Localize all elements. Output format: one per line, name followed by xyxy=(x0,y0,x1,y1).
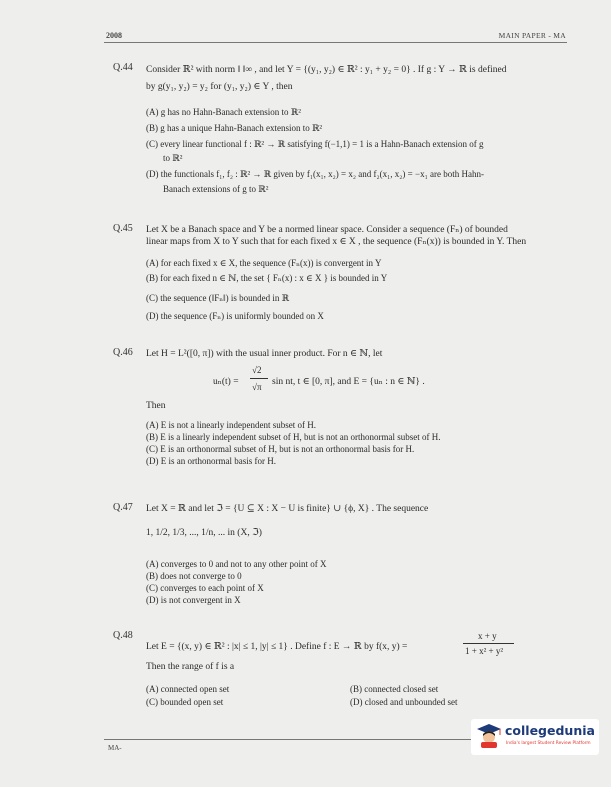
q44-option-b: (B) g has a unique Hahn-Banach extension to ℝ² xyxy=(146,123,323,133)
q48-option-b: (B) connected closed set xyxy=(350,684,439,694)
q44-option-a: (A) g has no Hahn-Banach extension to ℝ² xyxy=(146,107,301,117)
q44-option-d-cont: Banach extensions of g to ℝ² xyxy=(163,184,269,194)
q46-formula-numerator: √2 xyxy=(252,365,262,375)
q46-option-c: (C) E is an orthonormal subset of H, but is not an orthonormal basis for H. xyxy=(146,444,415,454)
header-paper-code: MAIN PAPER - MA xyxy=(498,31,566,40)
q48-option-a: (A) connected open set xyxy=(146,684,230,694)
q47-option-d: (D) is not convergent in X xyxy=(146,595,241,605)
q47-stem: Let X = ℝ and let ℑ = {U ⊆ X : X − U is finite} ∪ {ϕ, X} . The sequence xyxy=(146,504,429,514)
logo-tagline: India's largest Student Review Platform xyxy=(506,741,591,746)
question-number-46: Q.46 xyxy=(113,347,133,358)
q45-option-a: (A) for each fixed x ∈ X, the sequence (Fₙ(x)) is convergent in Y xyxy=(146,258,382,268)
q47-sequence: 1, 1/2, 1/3, ..., 1/n, ... in (X, ℑ) xyxy=(146,528,262,538)
q46-fraction-bar xyxy=(250,378,268,379)
q48-option-d: (D) closed and unbounded set xyxy=(350,697,458,707)
q44-option-c-cont: to ℝ² xyxy=(163,153,183,163)
q45-option-c: (C) the sequence (‖Fₙ‖) is bounded in ℝ xyxy=(146,293,290,303)
q46-formula-denominator: √π xyxy=(252,382,262,392)
q45-option-d: (D) the sequence (Fₙ) is uniformly bounded on X xyxy=(146,311,324,321)
q46-then: Then xyxy=(146,401,166,411)
q46-formula-lhs: uₙ(t) = xyxy=(213,377,239,387)
q45-option-b: (B) for each fixed n ∈ ℕ, the set { Fₙ(x) : x ∈ X } is bounded in Y xyxy=(146,273,388,283)
graduate-mascot-icon xyxy=(476,722,502,748)
q48-fraction-numerator: x + y xyxy=(478,631,497,641)
q45-stem-line1: Let X be a Banach space and Y be a normed linear space. Consider a sequence (Fₙ) of bounded xyxy=(146,225,508,235)
q46-option-a: (A) E is not a linearly independent subset of H. xyxy=(146,420,316,430)
q46-formula-rhs: sin nt, t ∈ [0, π], and E = {uₙ : n ∈ ℕ} . xyxy=(272,377,425,387)
footer-code: MA- xyxy=(108,744,122,752)
q47-option-a: (A) converges to 0 and not to any other point of X xyxy=(146,559,327,569)
question-number-48: Q.48 xyxy=(113,630,133,641)
logo-name: collegedunia xyxy=(505,723,595,738)
q44-option-c: (C) every linear functional f : ℝ² → ℝ satisfying f(−1,1) = 1 is a Hahn-Banach extension of g xyxy=(146,139,484,149)
q47-option-b: (B) does not converge to 0 xyxy=(146,571,242,581)
q48-then: Then the range of f is a xyxy=(146,662,235,672)
q48-fraction-bar xyxy=(463,643,514,644)
q44-stem-line1: Consider ℝ² with norm ‖ ‖∞ , and let Y = {(y₁, y₂) ∈ ℝ² : y₁ + y₂ = 0} . If g : Y → ℝ is defined xyxy=(146,65,507,75)
q48-stem: Let E = {(x, y) ∈ ℝ² : |x| ≤ 1, |y| ≤ 1} . Define f : E → ℝ by f(x, y) = xyxy=(146,642,408,652)
q46-option-d: (D) E is an orthonormal basis for H. xyxy=(146,456,276,466)
question-number-45: Q.45 xyxy=(113,223,133,234)
question-number-47: Q.47 xyxy=(113,502,133,513)
q46-stem: Let H = L²([0, π]) with the usual inner product. For n ∈ ℕ, let xyxy=(146,349,383,359)
q45-stem-line2: linear maps from X to Y such that for each fixed x ∈ X , the sequence (Fₙ(x)) is bounded in Y. Then xyxy=(146,237,527,247)
q47-option-c: (C) converges to each point of X xyxy=(146,583,264,593)
q44-option-d: (D) the functionals f₁, f₂ : ℝ² → ℝ given by f₁(x₁, x₂) = x₂ and f₂(x₁, x₂) = −x₁ are both Hahn- xyxy=(146,169,484,179)
header-divider xyxy=(104,42,567,43)
q48-option-c: (C) bounded open set xyxy=(146,697,224,707)
question-number-44: Q.44 xyxy=(113,62,133,73)
q46-option-b: (B) E is a linearly independent subset of H, but is not an orthonormal subset of H. xyxy=(146,432,441,442)
q44-stem-line2: by g(y₁, y₂) = y₂ for (y₁, y₂) ∈ Y , then xyxy=(146,82,293,92)
collegedunia-logo xyxy=(471,719,599,755)
header-year: 2008 xyxy=(106,31,122,40)
q48-fraction-denominator: 1 + x² + y² xyxy=(465,646,504,656)
